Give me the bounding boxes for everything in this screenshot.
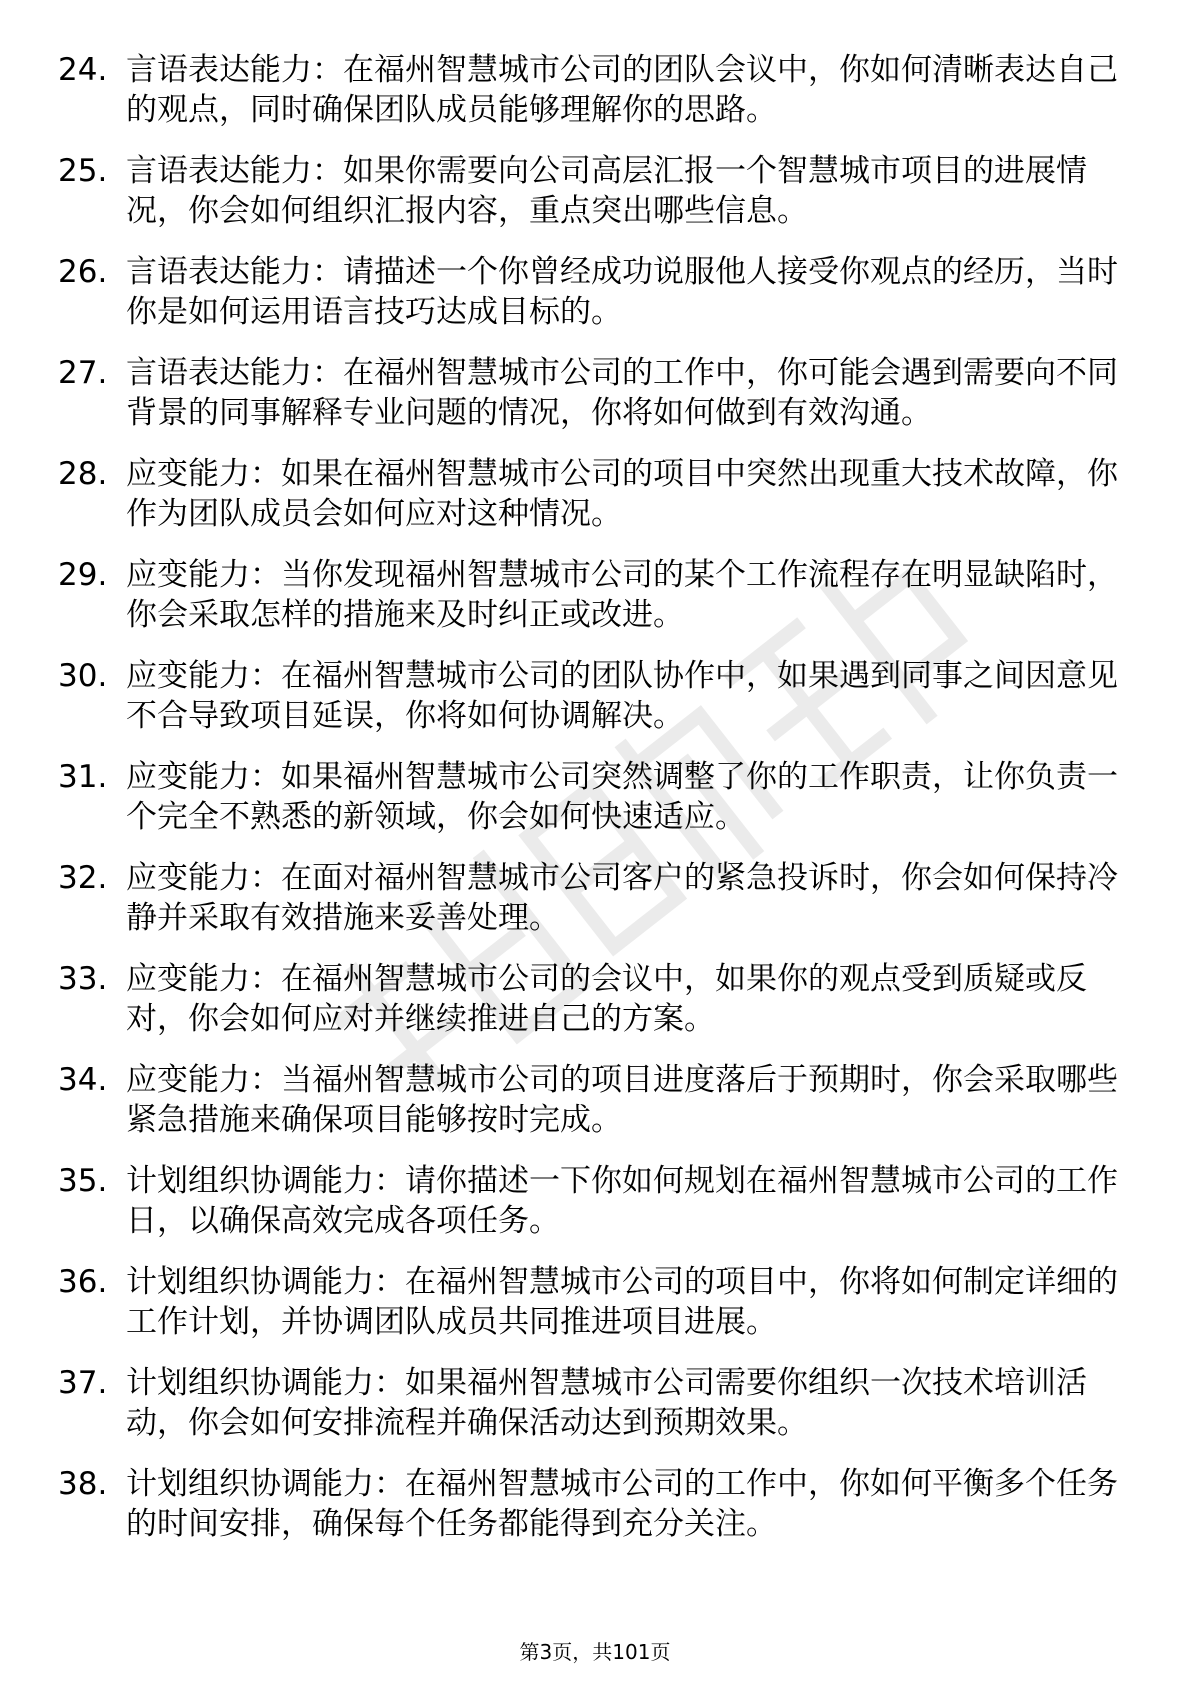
question-text: 应变能力：在面对福州智慧城市公司客户的紧急投诉时，你会如何保持冷静并采取有效措施来妥善处理。 [126, 860, 1118, 936]
question-item [58, 353, 1118, 433]
question-number: 37. [58, 1365, 108, 1401]
question-text: 言语表达能力：请描述一个你曾经成功说服他人接受你观点的经历，当时你是如何运用语言技巧达成目标的。 [126, 254, 1118, 330]
question-text: 应变能力：如果福州智慧城市公司突然调整了你的工作职责，让你负责一个完全不熟悉的新领域，你会如何快速适应。 [126, 759, 1118, 835]
question-text: 计划组织协调能力：在福州智慧城市公司的工作中，你如何平衡多个任务的时间安排，确保每个任务都能得到充分关注。 [126, 1466, 1118, 1542]
question-number: 26. [58, 254, 108, 290]
question-number: 31. [58, 759, 108, 795]
question-text: 言语表达能力：在福州智慧城市公司的工作中，你可能会遇到需要向不同背景的同事解释专业问题的情况，你将如何做到有效沟通。 [126, 355, 1118, 431]
question-number: 25. [58, 153, 108, 189]
question-number: 27. [58, 355, 108, 391]
question-item [58, 454, 1118, 534]
question-item [58, 555, 1118, 635]
question-item [58, 151, 1118, 231]
question-item [58, 1161, 1118, 1241]
page-footer: 第3页，共101页 [519, 1640, 671, 1664]
question-text: 言语表达能力：在福州智慧城市公司的团队会议中，你如何清晰表达自己的观点，同时确保团队成员能够理解你的思路。 [126, 52, 1118, 128]
question-number: 33. [58, 961, 108, 997]
question-item [58, 858, 1118, 938]
question-text: 应变能力：在福州智慧城市公司的团队协作中，如果遇到同事之间因意见不合导致项目延误，你将如何协调解决。 [126, 658, 1118, 734]
question-text: 应变能力：如果在福州智慧城市公司的项目中突然出现重大技术故障，你作为团队成员会如何应对这种情况。 [126, 456, 1118, 532]
question-text: 计划组织协调能力：如果福州智慧城市公司需要你组织一次技术培训活动，你会如何安排流程并确保活动达到预期效果。 [126, 1365, 1087, 1441]
question-item [58, 1464, 1118, 1544]
question-item [58, 959, 1118, 1039]
question-item [58, 252, 1118, 332]
question-item [58, 757, 1118, 837]
question-number: 34. [58, 1062, 108, 1098]
question-number: 29. [58, 557, 108, 593]
question-item [58, 656, 1118, 736]
question-list [58, 50, 1118, 1565]
question-number: 35. [58, 1163, 108, 1199]
question-number: 28. [58, 456, 108, 492]
question-item [58, 1060, 1118, 1140]
question-text: 应变能力：当福州智慧城市公司的项目进度落后于预期时，你会采取哪些紧急措施来确保项目能够按时完成。 [126, 1062, 1118, 1138]
question-number: 36. [58, 1264, 108, 1300]
question-text: 应变能力：在福州智慧城市公司的会议中，如果你的观点受到质疑或反对，你会如何应对并继续推进自己的方案。 [126, 961, 1087, 1037]
question-item [58, 50, 1118, 130]
question-item [58, 1363, 1118, 1443]
question-number: 32. [58, 860, 108, 896]
question-text: 言语表达能力：如果你需要向公司高层汇报一个智慧城市项目的进展情况，你会如何组织汇报内容，重点突出哪些信息。 [126, 153, 1087, 229]
question-text: 计划组织协调能力：请你描述一下你如何规划在福州智慧城市公司的工作日，以确保高效完成各项任务。 [126, 1163, 1118, 1239]
question-item [58, 1262, 1118, 1342]
question-number: 24. [58, 52, 108, 88]
question-number: 38. [58, 1466, 108, 1502]
question-text: 应变能力：当你发现福州智慧城市公司的某个工作流程存在明显缺陷时，你会采取怎样的措施来及时纠正或改进。 [126, 557, 1118, 633]
question-text: 计划组织协调能力：在福州智慧城市公司的项目中，你将如何制定详细的工作计划，并协调团队成员共同推进项目进展。 [126, 1264, 1118, 1340]
question-number: 30. [58, 658, 108, 694]
